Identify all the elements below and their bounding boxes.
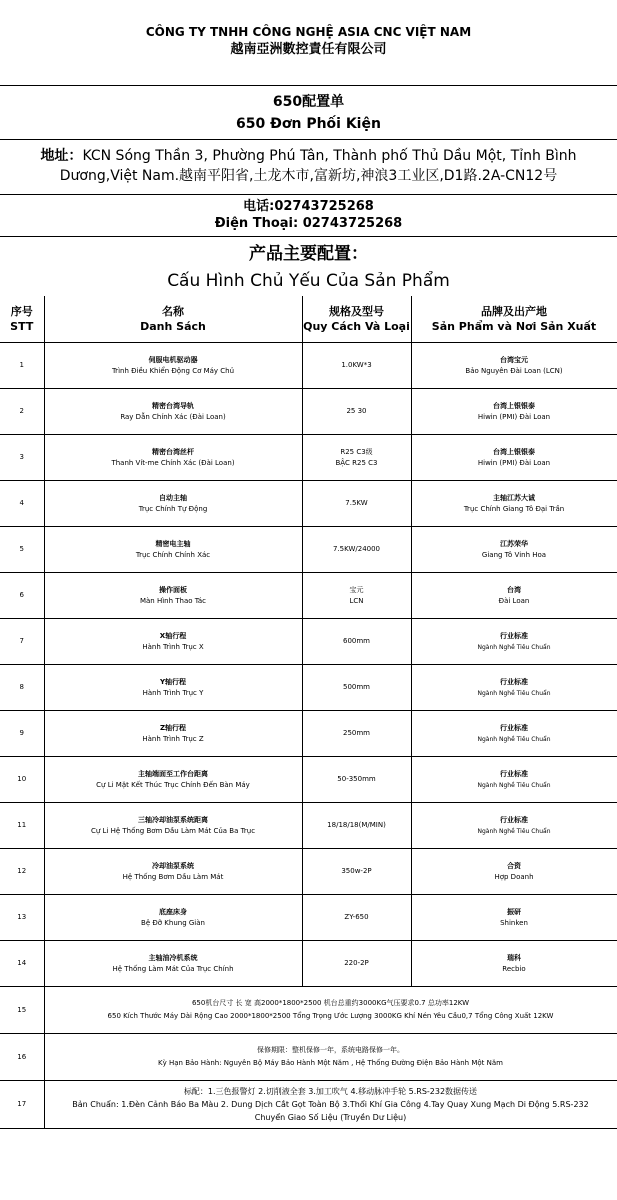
row-stt: 3: [0, 435, 44, 481]
row-spec-line1: 7.5KW: [345, 499, 368, 507]
row-brand-cn: 台湾: [507, 585, 521, 594]
row-spec-line1: 600mm: [343, 637, 370, 645]
header-brand: 品牌及出产地 Sản Phẩm và Nơi Sản Xuất: [411, 296, 617, 343]
row-name: [44, 941, 302, 987]
row-spec-line1: 25 30: [346, 407, 367, 415]
row-brand-cn: 行业标准: [500, 769, 528, 778]
row-brand-cn: 振研: [507, 907, 521, 916]
table-row: [0, 435, 617, 481]
row-name-vn: Cự Li Hệ Thống Bơm Dầu Làm Mát Của Ba Trục: [90, 826, 256, 835]
table-row-15: [0, 987, 617, 1034]
config-title-cn: 650配置单: [272, 94, 345, 110]
row-name-vn: Hành Trình Trục Y: [142, 688, 204, 697]
row-brand-cn: 行业标准: [500, 723, 528, 732]
row-brand: [411, 527, 617, 573]
row-name-cn: Y轴行程: [159, 677, 187, 686]
row-brand-cn: 江苏荣华: [500, 539, 528, 548]
address-block: [0, 140, 617, 195]
row-brand: [411, 435, 617, 481]
row-brand-vn: Ngành Nghề Tiêu Chuẩn: [477, 735, 551, 743]
row-name: [44, 389, 302, 435]
row-brand: [411, 573, 617, 619]
row-spec: [302, 527, 411, 573]
header-stt: 序号 STT: [0, 296, 44, 343]
row17-line3: Chuyển Giao Số Liệu (Truyền Dư Liệu): [254, 1113, 407, 1122]
row-name: [44, 665, 302, 711]
row15-line2: 650 Kích Thước Máy Dài Rộng Cao 2000*1800*2500 Tổng Trọng Ước Lượng 3000KG Khí Nén Yêu Cầu0,7 Tổng Công Xuất 12KW: [107, 1012, 554, 1020]
config-table: [0, 296, 617, 1129]
row-name: [44, 435, 302, 481]
row-stt: 2: [0, 389, 44, 435]
main-config-title: [0, 237, 617, 296]
table-row: [0, 757, 617, 803]
config-title: [0, 86, 617, 140]
address-text: KCN Sóng Thần 3, Phường Phú Tân, Thành phố Thủ Dầu Một, Tỉnh Bình Dương,Việt Nam.越南平阳省,土龙木市,富新坊,神浪3工业区,D1路.2A-CN12号: [59, 148, 577, 184]
row16-stt: 16: [0, 1034, 44, 1081]
row-spec: [302, 665, 411, 711]
row-name-vn: Trục Chính Tự Động: [138, 504, 208, 513]
row-brand-vn: Ngành Nghề Tiêu Chuẩn: [477, 827, 551, 835]
table-row: [0, 665, 617, 711]
row-name-cn: 冷却油泵系统: [152, 861, 194, 870]
row-brand-cn: 瑞科: [507, 953, 521, 962]
row-name-vn: Hành Trình Trục Z: [142, 734, 204, 743]
row-brand-vn: Trục Chính Giang Tô Đại Trần: [463, 504, 565, 513]
phone-block: [0, 195, 617, 237]
table-row: [0, 803, 617, 849]
table-row: [0, 619, 617, 665]
phone-cn: 电话:02743725268: [243, 199, 374, 214]
row-name-cn: X轴行程: [159, 631, 187, 640]
row-name-cn: 操作面板: [159, 585, 187, 594]
table-header-row: [0, 296, 617, 343]
row-name-vn: Trình Điều Khiển Động Cơ Máy Chủ: [111, 366, 235, 375]
table-row: [0, 849, 617, 895]
row-brand-vn: Bảo Nguyên Đài Loan (LCN): [465, 366, 563, 375]
main-config-title-vn: Cấu Hình Chủ Yếu Của Sản Phẩm: [167, 271, 450, 291]
row-spec: [302, 895, 411, 941]
row-stt: 13: [0, 895, 44, 941]
row-name: [44, 895, 302, 941]
row-brand-vn: Đài Loan: [498, 596, 530, 605]
row-brand-cn: 行业标准: [500, 631, 528, 640]
company-name-vn: CÔNG TY TNHH CÔNG NGHỆ ASIA CNC VIỆT NAM: [145, 25, 472, 39]
row-spec-line1: ZY-650: [344, 913, 369, 921]
table-row-17: [0, 1081, 617, 1129]
row-brand-vn: Ngành Nghề Tiêu Chuẩn: [477, 689, 551, 697]
row-name-vn: Màn Hình Thao Tác: [139, 596, 207, 605]
row-name-vn: Thanh Vít-me Chính Xác (Đài Loan): [111, 458, 235, 467]
row-stt: 7: [0, 619, 44, 665]
row-name-cn: 底座床身: [159, 907, 187, 916]
table-row-16: [0, 1034, 617, 1081]
row-spec: [302, 803, 411, 849]
row-name-cn: 精密台湾丝杆: [152, 447, 194, 456]
row-spec: [302, 757, 411, 803]
phone-vn: Điện Thoại: 02743725268: [214, 216, 403, 231]
row-brand-vn: Shinken: [500, 918, 528, 927]
row-brand-vn: Giang Tô Vinh Hoa: [481, 550, 547, 559]
row-brand: [411, 481, 617, 527]
row-stt: 4: [0, 481, 44, 527]
row-brand-cn: 合资: [507, 861, 521, 870]
row-name: [44, 849, 302, 895]
row-spec-line1: 宝元: [349, 585, 364, 594]
table-row: [0, 343, 617, 389]
table-row: [0, 389, 617, 435]
row-stt: 5: [0, 527, 44, 573]
row-brand: [411, 941, 617, 987]
row-name: [44, 619, 302, 665]
row-brand-vn: Recbio: [502, 964, 526, 973]
row-name-cn: 自动主轴: [159, 493, 187, 502]
header-spec: 规格及型号 Quy Cách Và Loại: [302, 296, 411, 343]
row-name-cn: Z轴行程: [159, 723, 187, 732]
row-brand: [411, 803, 617, 849]
row-spec-line1: 18/18/18(M/MIN): [327, 821, 386, 829]
table-row: [0, 481, 617, 527]
row-name-vn: Trục Chính Chính Xác: [135, 550, 211, 559]
table-row: [0, 895, 617, 941]
row-spec-line1: 500mm: [343, 683, 370, 691]
row17-line2: Bản Chuẩn: 1.Đèn Cảnh Báo Ba Màu 2. Dung Dịch Cắt Gọt Toàn Bộ 3.Thổi Khí Gia Công 4.Tay Quay Xung Mạch Di Động 5.RS-232: [72, 1100, 589, 1109]
row-brand-cn: 台湾宝元: [500, 355, 528, 364]
table-row: [0, 711, 617, 757]
row-stt: 9: [0, 711, 44, 757]
main-config-title-cn: 产品主要配置：: [249, 244, 368, 264]
row-name-cn: 精密台湾导轨: [152, 401, 194, 410]
row-brand: [411, 665, 617, 711]
config-title-vn: 650 Đơn Phối Kiện: [236, 116, 381, 132]
row-brand-vn: Hiwin (PMI) Đài Loan: [477, 412, 551, 421]
row-name: [44, 803, 302, 849]
row-spec-line1: 350w-2P: [341, 867, 372, 875]
row-name-cn: 精密电主轴: [155, 539, 191, 548]
row-spec: [302, 343, 411, 389]
row17-content: [44, 1081, 617, 1129]
row-spec-line1: R25 C3级: [340, 447, 373, 456]
row15-stt: 15: [0, 987, 44, 1034]
row-name-vn: Hệ Thống Bơm Dầu Làm Mát: [122, 872, 224, 881]
row16-line1: 保修期限：整机保修一年，系统电路保修一年。: [257, 1046, 404, 1054]
row-name: [44, 573, 302, 619]
row-stt: 1: [0, 343, 44, 389]
row-stt: 8: [0, 665, 44, 711]
row-name-vn: Cự Li Mặt Kết Thúc Trục Chính Đến Bàn Máy: [96, 780, 250, 789]
row-spec-line2: BẬC R25 C3: [335, 458, 378, 467]
row-brand: [411, 895, 617, 941]
row-brand-vn: Ngành Nghề Tiêu Chuẩn: [477, 643, 551, 651]
row-name: [44, 481, 302, 527]
row17-stt: 17: [0, 1081, 44, 1129]
row-stt: 11: [0, 803, 44, 849]
row-brand-cn: 台湾上银银泰: [493, 447, 535, 456]
row-spec: [302, 941, 411, 987]
row-spec-line1: 250mm: [343, 729, 370, 737]
row-brand-vn: Hiwin (PMI) Đài Loan: [477, 458, 551, 467]
row-name: [44, 343, 302, 389]
row-brand-vn: Hợp Doanh: [494, 872, 534, 881]
row-spec: [302, 711, 411, 757]
row-spec: [302, 481, 411, 527]
row-name: [44, 711, 302, 757]
row-brand-vn: Ngành Nghề Tiêu Chuẩn: [477, 781, 551, 789]
row-brand: [411, 711, 617, 757]
row15-content: [44, 987, 617, 1034]
row-brand-cn: 行业标准: [500, 677, 528, 686]
row-spec-line1: 220-2P: [344, 959, 369, 967]
row-spec: [302, 573, 411, 619]
row-brand: [411, 343, 617, 389]
row15-line1: 650机台尺寸 长 宽 高2000*1800*2500 机台总重约3000KG气压要求0.7 总功率12KW: [191, 999, 470, 1007]
table-row: [0, 573, 617, 619]
row-spec: [302, 389, 411, 435]
row-name-vn: Hệ Thống Làm Mát Của Trục Chính: [112, 964, 234, 973]
row-spec-line1: 7.5KW/24000: [332, 545, 381, 553]
row-name-vn: Ray Dẫn Chính Xác (Đài Loan): [120, 412, 226, 421]
row-stt: 14: [0, 941, 44, 987]
row-name-vn: Hành Trình Trục X: [142, 642, 204, 651]
row-name-cn: 伺服电机驱动器: [148, 355, 198, 364]
row-spec-line1: 50-350mm: [337, 775, 376, 783]
row-stt: 12: [0, 849, 44, 895]
row-brand: [411, 757, 617, 803]
company-header: [0, 0, 617, 86]
company-name-cn: 越南亞洲數控責任有限公司: [230, 42, 387, 57]
row-brand-cn: 行业标准: [500, 815, 528, 824]
row-spec: [302, 435, 411, 481]
row-name: [44, 527, 302, 573]
row-spec-line2: LCN: [349, 596, 364, 605]
row-spec-line1: 1.0KW*3: [341, 361, 372, 369]
row-stt: 10: [0, 757, 44, 803]
row-brand: [411, 619, 617, 665]
row-name-cn: 主轴油冷机系统: [148, 953, 198, 962]
table-row: [0, 941, 617, 987]
row-spec: [302, 619, 411, 665]
row-name-cn: 三轴冷却油泵系统距离: [138, 815, 208, 824]
row-brand-cn: 主轴江苏大诚: [493, 493, 535, 502]
row-brand: [411, 849, 617, 895]
row-name-vn: Bệ Đỡ Khung Giàn: [141, 918, 205, 927]
row-name-cn: 主轴端面至工作台距离: [138, 769, 208, 778]
row-brand: [411, 389, 617, 435]
row17-line1: 标配：1.三色报警灯 2.切削液全套 3.加工吹气 4.移动脉冲手轮 5.RS-232数据传送: [183, 1087, 478, 1096]
header-name: 名称 Danh Sách: [44, 296, 302, 343]
row16-content: [44, 1034, 617, 1081]
row-brand-cn: 台湾上银银泰: [493, 401, 535, 410]
row16-line2: Kỳ Hạn Bảo Hành: Nguyên Bộ Máy Bảo Hành Một Năm , Hệ Thống Đường Điện Bảo Hành Một Năm: [158, 1059, 503, 1067]
table-row: [0, 527, 617, 573]
row-spec: [302, 849, 411, 895]
row-stt: 6: [0, 573, 44, 619]
row-name: [44, 757, 302, 803]
address-label: 地址：: [40, 148, 83, 164]
